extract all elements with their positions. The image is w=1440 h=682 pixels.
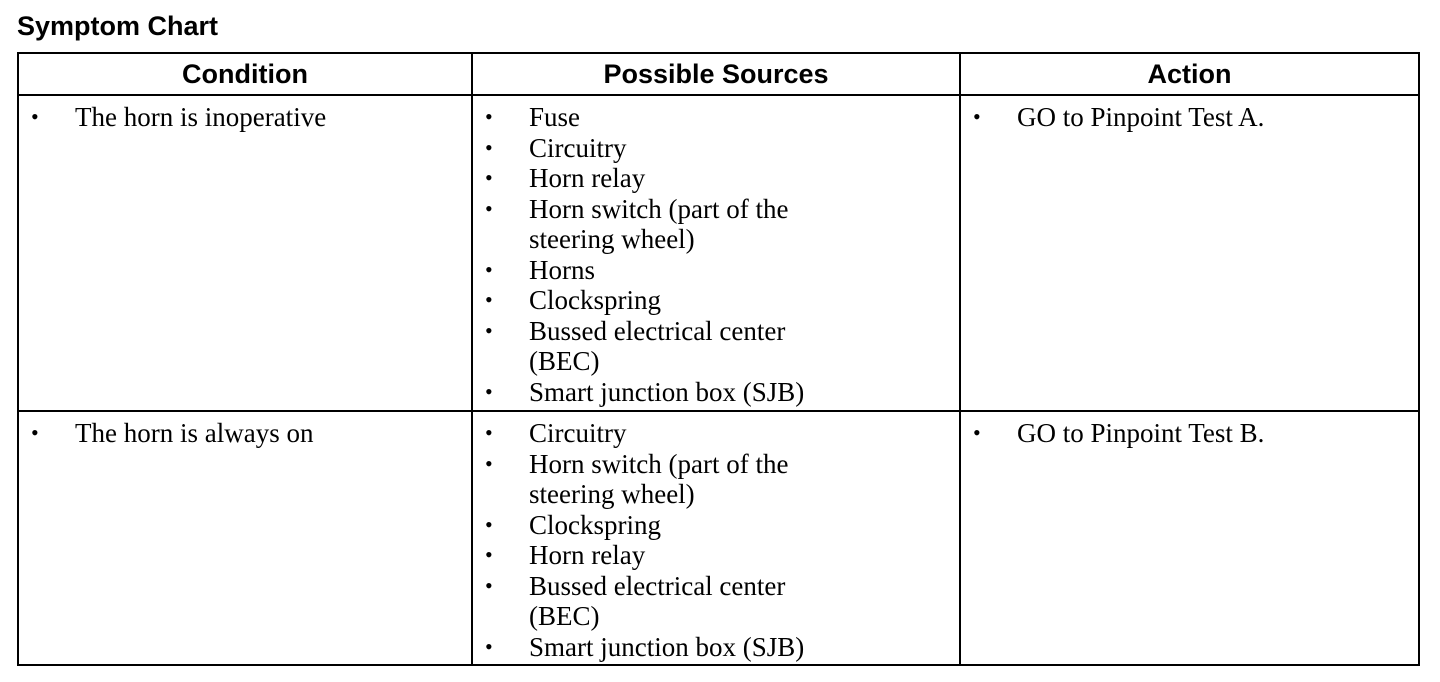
sources-cell [472, 95, 960, 411]
list-item [473, 418, 959, 449]
source-text: • Horn switch (part of the [529, 448, 789, 479]
source-text: • Smart junction box (SJB) [529, 376, 805, 407]
action-text: • GO to Pinpoint Test A. [1017, 102, 1265, 132]
source-text-continued: steering wheel) [529, 224, 695, 254]
source-text: • Fuse [529, 102, 581, 132]
header-condition: Condition [18, 53, 472, 95]
source-text-continued: (BEC) [529, 346, 600, 376]
sources-cell [472, 411, 960, 665]
list-item [19, 102, 471, 133]
header-action: Action [960, 53, 1419, 95]
source-text: • Smart junction box (SJB) [529, 631, 805, 662]
source-text: • Horn relay [529, 163, 646, 193]
table-row [18, 411, 1419, 665]
source-text: • Circuitry [529, 132, 627, 163]
table-row [18, 95, 1419, 411]
source-text: • Horn relay [529, 540, 646, 570]
list-item [473, 632, 959, 663]
action-text: • GO to Pinpoint Test B. [1017, 418, 1265, 448]
list-item [473, 449, 959, 510]
page-title: Symptom Chart [17, 11, 219, 41]
list-item [473, 102, 959, 133]
source-text: • Horn switch (part of the [529, 193, 789, 224]
header-possible-sources: Possible Sources [472, 53, 960, 95]
list-item [19, 418, 471, 449]
list-item [473, 540, 959, 571]
action-cell [960, 411, 1419, 665]
source-text-continued: steering wheel) [529, 479, 695, 509]
list-item [473, 316, 959, 377]
source-text: • Horns [529, 254, 595, 285]
list-item [473, 255, 959, 286]
source-text: • Bussed electrical center [529, 570, 786, 601]
table-header-row [18, 53, 1419, 95]
action-cell [960, 95, 1419, 411]
condition-cell [18, 95, 472, 411]
list-item [473, 510, 959, 541]
source-text: • Bussed electrical center [529, 315, 786, 346]
list-item [473, 194, 959, 255]
symptom-chart-table [17, 52, 1420, 666]
source-text: • Clockspring [529, 285, 661, 315]
list-item [473, 285, 959, 316]
condition-text: • The horn is inoperative [75, 102, 327, 132]
condition-text: • The horn is always on [75, 418, 314, 448]
list-item [961, 102, 1418, 133]
list-item [473, 571, 959, 632]
list-item [473, 163, 959, 194]
list-item [961, 418, 1418, 449]
source-text: • Circuitry [529, 418, 627, 448]
condition-cell [18, 411, 472, 665]
list-item [473, 133, 959, 164]
source-text-continued: (BEC) [529, 601, 600, 631]
list-item [473, 377, 959, 408]
source-text: • Clockspring [529, 509, 661, 540]
